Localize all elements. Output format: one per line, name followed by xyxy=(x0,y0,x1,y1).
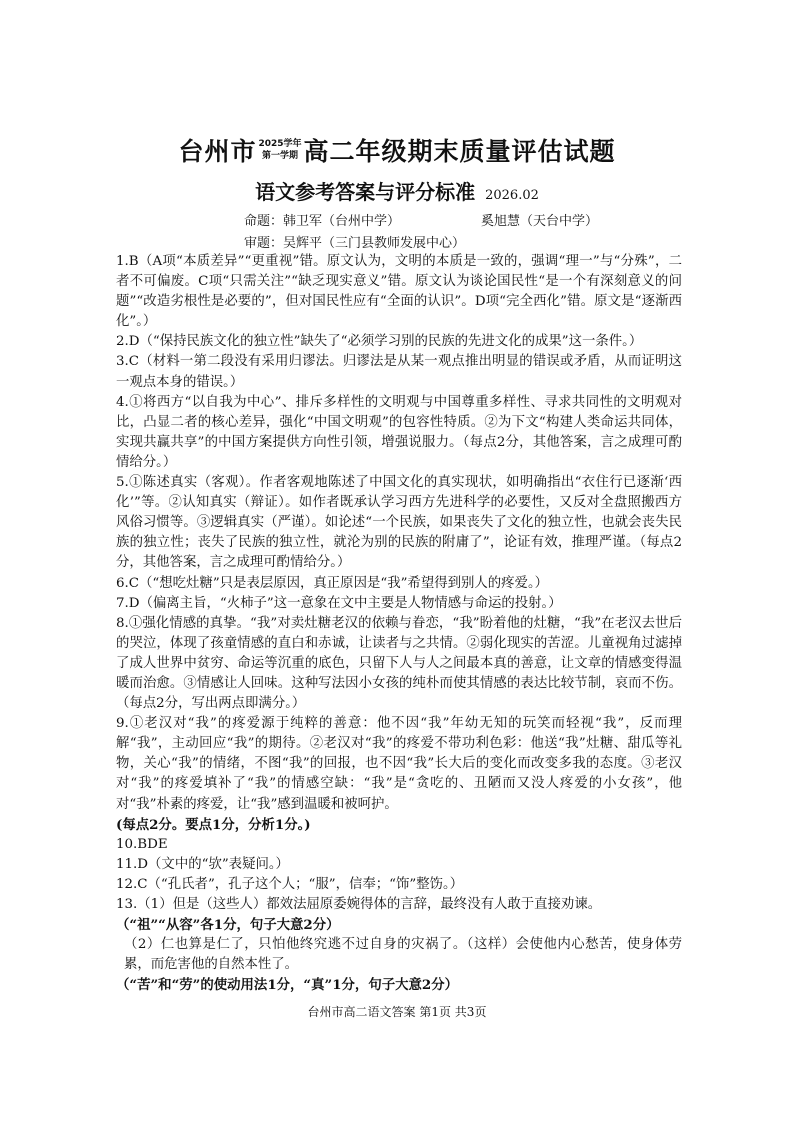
exam-date: 2026.02 xyxy=(485,188,539,203)
author-credit-1: 命题：韩卫军（台州中学） xyxy=(244,214,401,229)
title-semester: 第一学期 xyxy=(261,151,298,161)
document-title xyxy=(0,132,794,168)
answer-q1: 1.B（A项“本质差异”“更重视”错。原文认为，文明的本质是一致的，强调“理一”与“分殊”，二者不可偏废。C项“只需关注”“缺乏现实意义”错。原文认为谈论国民性“是一个有深刻意义的问题”“改造劣根性是必要的”，但对国民性应有“全面的认识”。D项“完全西化”错。原文是“逐渐西化”。） xyxy=(116,254,682,330)
answer-q13-part2: （2）仁也算是仁了，只怕他终究逃不过自身的灾祸了。（这样）会使他内心愁苦，使身体劳累，而危害他的自然本性了。 xyxy=(124,937,682,973)
title-term-stack xyxy=(258,138,301,162)
title-school-year: 2025学年 xyxy=(258,139,302,149)
page-footer: 台州市高二语文答案 第1页 共3页 xyxy=(307,1005,487,1019)
answer-q4: 4.①将西方“以自我为中心”、排斥多样性的文明观与中国尊重多样性、寻求共同性的文明观对比，凸显二者的核心差异，强化“中国文明观”的包容性特质。②为下文“构建人类命运共同体，实现共赢共享”的中国方案提供方向性引领，增强说服力。（每点2分，其他答案，言之成理可酌情给分。） xyxy=(116,394,682,470)
answer-q7: 7.D（偏离主旨，“火柿子”这一意象在文中主要是人物情感与命运的投射。） xyxy=(116,595,562,611)
answer-q3: 3.C（材料一第二段没有采用归谬法。归谬法是从某一观点推出明显的错误或矛盾，从而证明这一观点本身的错误。） xyxy=(116,354,682,390)
scoring-note-q9: (每点2分。要点1分，分析1分。) xyxy=(116,816,311,833)
reviewer-credit: 审题：吴辉平（三门县教师发展中心） xyxy=(244,236,466,251)
answer-q5: 5.①陈述真实（客观）。作者客观地陈述了中国文化的真实现状，如明确指出“衣住行已逐渐‘西化’”等。②认知真实（辩证）。如作者既承认学习西方先进科学的必要性，又反对全盘照搬西方风俗习惯等。③逻辑真实（严谨）。如论述“一个民族，如果丧失了文化的独立性，也就会丧失民族的独立性；丧失了民族的独立性，就沦为别的民族的附庸了”，论证有效，推理严谨。（每点2分，其他答案，言之成理可酌情给分。） xyxy=(116,475,682,571)
answer-q6: 6.C（“想吃灶糖”只是表层原因，真正原因是“我”希望得到别人的疼爱。） xyxy=(116,575,549,591)
subtitle-text: 语文参考答案与评分标准 xyxy=(255,180,476,204)
answer-q13-part1: 13.（1）但是（这些人）都效法屈原委婉得体的言辞，最终没有人敢于直接劝谏。 xyxy=(116,897,602,912)
answer-body xyxy=(116,252,682,995)
answer-q8: 8.①强化情感的真挚。“我”对卖灶糖老汉的依赖与眷恋，“我”盼着他的灶糖，“我”在老汉去世后的哭泣，体现了孩童情感的直白和赤诚，让读者与之共情。②弱化现实的苦涩。儿童视角过滤掉了成人世界中贫穷、命运等沉重的底色，只留下人与人之间最本真的善意，让文章的情感变得温暖而治愈。③情感让人回味。这种写法因小女孩的纯朴而使其情感的表达比较节制，哀而不伤。（每点2分，写出两点即满分。） xyxy=(116,615,682,712)
title-city: 台州市 xyxy=(178,137,257,166)
scoring-note-q13-part2: （“苦”和“劳”的使动用法1分，“真”1分，句子大意2分） xyxy=(116,977,458,994)
answer-q2: 2.D（“保持民族文化的独立性”缺失了“必须学习别的民族的先进文化的成果”这一条件。） xyxy=(116,334,643,350)
author-credit-2: 奚旭慧（天台中学） xyxy=(481,214,599,229)
answer-q9: 9.①老汉对“我”的疼爱源于纯粹的善意：他不因“我”年幼无知的玩笑而轻视“我”，反而理解“我”，主动回应“我”的期待。②老汉对“我”的疼爱不带功利色彩：他送“我”灶糖、甜瓜等礼物，关心“我”的情绪，不图“我”的回报，也不因“我”长大后的变化而改变多我的态度。③老汉对“我”的疼爱填补了“我”的情感空缺：“我”是“贪吃的、丑陋而又没人疼爱的小女孩”，他对“我”朴素的疼爱，让“我”感到温暖和被呵护。 xyxy=(116,716,682,812)
document-subtitle xyxy=(0,176,794,205)
answer-q12: 12.C（“孔氏者”，孔子这个人；“服”，信奉；“饰”整饬。） xyxy=(116,876,464,892)
title-exam-name: 高二年级期末质量评估试题 xyxy=(303,137,616,166)
scoring-note-q13-part1: （“祖”“从容”各1分，句子大意2分） xyxy=(116,917,340,934)
answer-q11: 11.D（文中的“欤”表疑问。） xyxy=(116,856,289,872)
answer-q10: 10.BDE xyxy=(116,836,168,852)
